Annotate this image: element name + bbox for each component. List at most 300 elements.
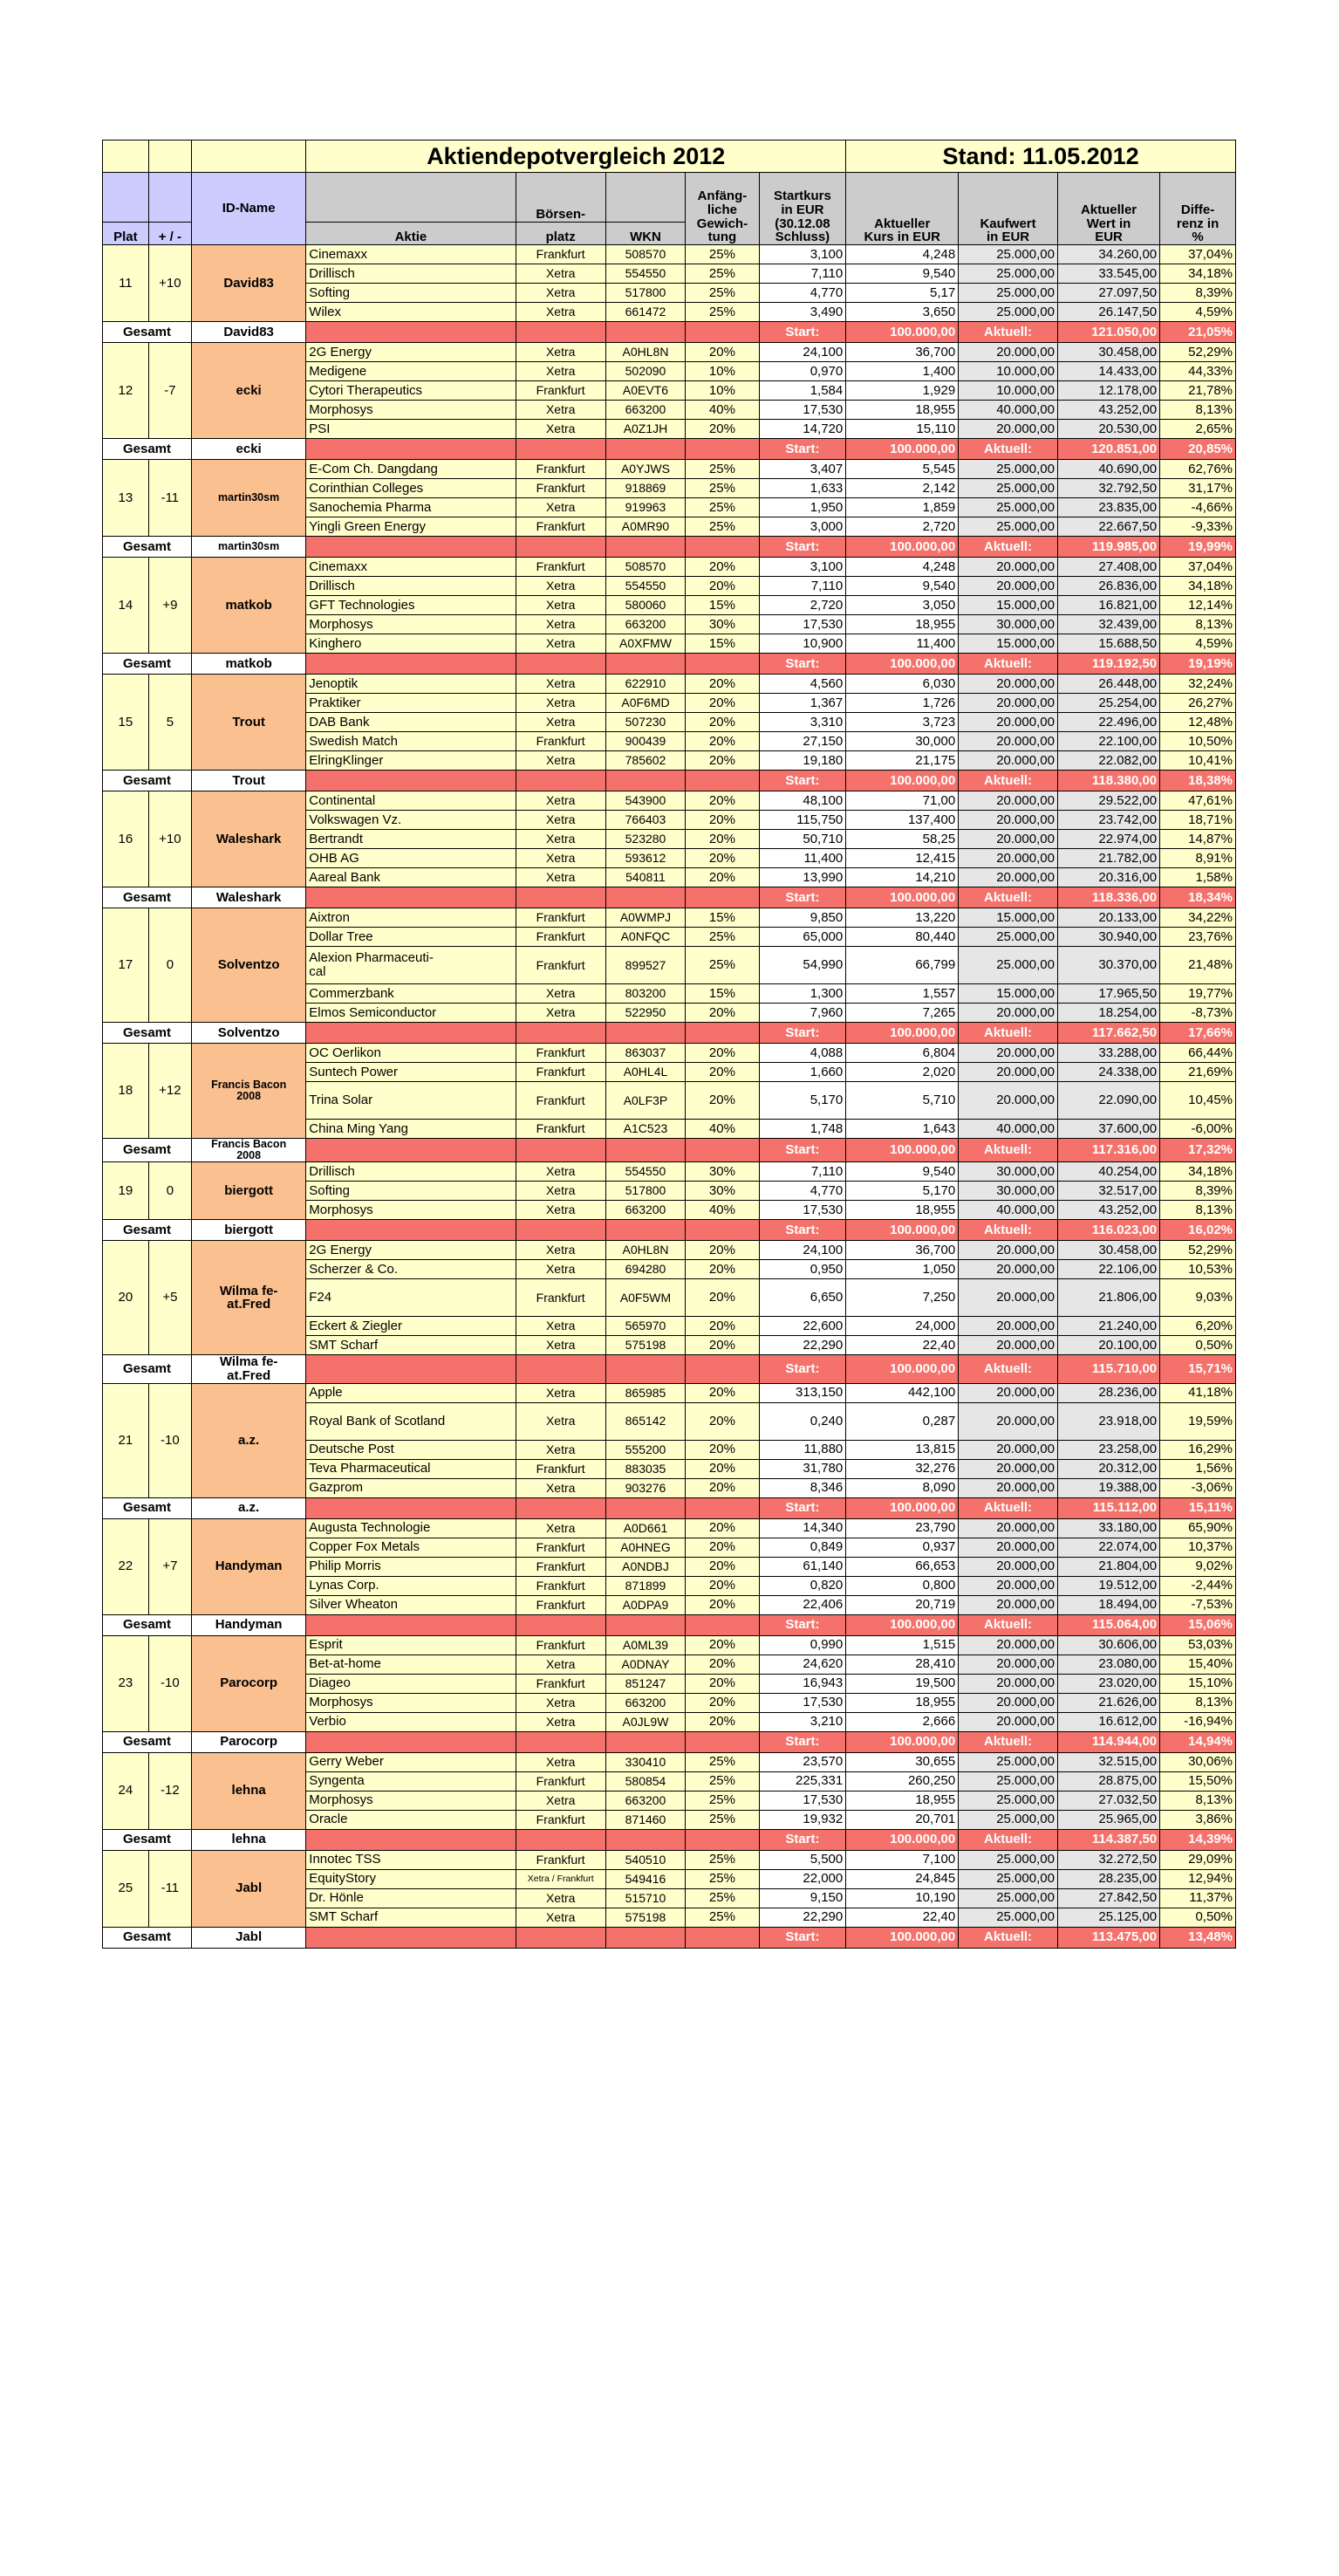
total-spacer-wkn: [605, 1220, 685, 1241]
wkn-cell: 330410: [605, 1752, 685, 1771]
exchange-cell: Xetra: [516, 284, 605, 303]
exchange-cell: Frankfurt: [516, 1576, 605, 1595]
wkn-cell: 871899: [605, 1576, 685, 1595]
weighting-cell: 40%: [686, 401, 759, 420]
exchange-cell: Xetra: [516, 1241, 605, 1260]
exchange-cell: Frankfurt: [516, 517, 605, 537]
weighting-cell: 20%: [686, 1518, 759, 1538]
wkn-cell: 593612: [605, 849, 685, 868]
current-price-cell: 7,250: [846, 1279, 959, 1317]
wkn-cell: 580060: [605, 596, 685, 615]
current-price-cell: 5,710: [846, 1082, 959, 1120]
stock-name-cell: Trina Solar: [306, 1082, 516, 1120]
rank-cell: 14: [103, 558, 149, 654]
stock-name-cell: OHB AG: [306, 849, 516, 868]
start-price-cell: 24,100: [759, 1241, 846, 1260]
difference-percent-cell: 44,33%: [1160, 362, 1236, 381]
total-difference-value: 18,34%: [1160, 887, 1236, 908]
current-value-cell: 28.236,00: [1057, 1383, 1159, 1402]
stock-name-cell: Kinghero: [306, 634, 516, 654]
total-spacer-boerse: [516, 1139, 605, 1162]
purchase-value-cell: 20.000,00: [959, 1241, 1058, 1260]
weighting-cell: 20%: [686, 868, 759, 887]
current-price-cell: 30,000: [846, 732, 959, 751]
difference-percent-cell: 37,04%: [1160, 558, 1236, 577]
header-boersenplatz: platz: [516, 223, 605, 245]
current-price-cell: 442,100: [846, 1383, 959, 1402]
difference-percent-cell: 26,27%: [1160, 694, 1236, 713]
total-spacer-aktie: [306, 1731, 516, 1752]
wkn-cell: A0YJWS: [605, 460, 685, 479]
header-aktie-top: [306, 173, 516, 223]
current-price-cell: 5,170: [846, 1182, 959, 1201]
start-price-cell: 0,990: [759, 1635, 846, 1655]
stock-name-cell: Scherzer & Co.: [306, 1260, 516, 1279]
total-spacer-gew: [686, 1614, 759, 1635]
purchase-value-cell: 25.000,00: [959, 460, 1058, 479]
current-price-cell: 24,845: [846, 1869, 959, 1888]
wkn-cell: A0EVT6: [605, 381, 685, 401]
header-kaufwert: Kaufwert in EUR: [959, 173, 1058, 245]
total-spacer-wkn: [605, 1927, 685, 1948]
total-spacer-boerse: [516, 1927, 605, 1948]
wkn-cell: 554550: [605, 577, 685, 596]
total-spacer-aktie: [306, 1220, 516, 1241]
weighting-cell: 40%: [686, 1201, 759, 1220]
total-spacer-gew: [686, 537, 759, 558]
depot-owner-cell: Parocorp: [191, 1635, 305, 1731]
difference-percent-cell: 32,24%: [1160, 675, 1236, 694]
current-price-cell: 36,700: [846, 1241, 959, 1260]
difference-percent-cell: 4,59%: [1160, 303, 1236, 322]
difference-percent-cell: 53,03%: [1160, 1635, 1236, 1655]
depot-owner-cell: Trout: [191, 675, 305, 771]
stock-name-cell: Teva Pharmaceutical: [306, 1459, 516, 1478]
exchange-cell: Xetra: [516, 596, 605, 615]
depot-owner-cell: Solventzo: [191, 908, 305, 1023]
start-price-cell: 1,633: [759, 479, 846, 498]
wkn-cell: 540811: [605, 868, 685, 887]
total-spacer-gew: [686, 1139, 759, 1162]
start-price-cell: 14,340: [759, 1518, 846, 1538]
total-owner-cell: ecki: [191, 439, 305, 460]
exchange-cell: Xetra: [516, 303, 605, 322]
current-value-cell: 27.408,00: [1057, 558, 1159, 577]
table-row: [103, 460, 1236, 479]
difference-percent-cell: 18,71%: [1160, 811, 1236, 830]
difference-percent-cell: 0,50%: [1160, 1908, 1236, 1927]
weighting-cell: 25%: [686, 1888, 759, 1908]
start-price-cell: 1,660: [759, 1063, 846, 1082]
stock-name-cell: Swedish Match: [306, 732, 516, 751]
start-price-cell: 23,570: [759, 1752, 846, 1771]
current-value-cell: 34.260,00: [1057, 245, 1159, 264]
stock-name-cell: Corinthian Colleges: [306, 479, 516, 498]
purchase-value-cell: 25.000,00: [959, 1771, 1058, 1791]
start-price-cell: 7,110: [759, 1162, 846, 1182]
weighting-cell: 30%: [686, 1162, 759, 1182]
current-value-cell: 22.074,00: [1057, 1538, 1159, 1557]
total-row: [103, 1220, 1236, 1241]
wkn-cell: 507230: [605, 713, 685, 732]
exchange-cell: Xetra: [516, 1004, 605, 1023]
wkn-cell: 565970: [605, 1317, 685, 1336]
start-price-cell: 313,150: [759, 1383, 846, 1402]
stock-name-cell: Continental: [306, 791, 516, 811]
current-price-cell: 18,955: [846, 1201, 959, 1220]
difference-percent-cell: 15,10%: [1160, 1674, 1236, 1693]
stock-name-cell: Bertrandt: [306, 830, 516, 849]
total-owner-cell: Wilma fe- at.Fred: [191, 1355, 305, 1384]
difference-percent-cell: 34,18%: [1160, 1162, 1236, 1182]
purchase-value-cell: 25.000,00: [959, 928, 1058, 947]
exchange-cell: Xetra: [516, 849, 605, 868]
start-price-cell: 24,620: [759, 1655, 846, 1674]
table-row: [103, 1383, 1236, 1402]
total-spacer-aktie: [306, 439, 516, 460]
total-current-value: 116.023,00: [1057, 1220, 1159, 1241]
total-label: Gesamt: [103, 1497, 192, 1518]
current-price-cell: 18,955: [846, 1693, 959, 1712]
stock-name-cell: Gazprom: [306, 1478, 516, 1497]
total-spacer-boerse: [516, 1829, 605, 1850]
difference-percent-cell: 9,03%: [1160, 1279, 1236, 1317]
current-price-cell: 6,804: [846, 1044, 959, 1063]
start-price-cell: 22,000: [759, 1869, 846, 1888]
total-row: [103, 537, 1236, 558]
start-price-cell: 4,560: [759, 675, 846, 694]
total-start-label: Start:: [759, 1731, 846, 1752]
current-value-cell: 20.316,00: [1057, 868, 1159, 887]
wkn-cell: 502090: [605, 362, 685, 381]
current-value-cell: 23.020,00: [1057, 1674, 1159, 1693]
current-value-cell: 20.312,00: [1057, 1459, 1159, 1478]
total-spacer-boerse: [516, 537, 605, 558]
current-value-cell: 22.100,00: [1057, 732, 1159, 751]
start-price-cell: 3,407: [759, 460, 846, 479]
header-plusminus: + / -: [148, 223, 191, 245]
stock-name-cell: Yingli Green Energy: [306, 517, 516, 537]
stock-name-cell: ElringKlinger: [306, 751, 516, 771]
rank-change-cell: 0: [148, 1162, 191, 1220]
difference-percent-cell: 1,56%: [1160, 1459, 1236, 1478]
total-current-value: 117.316,00: [1057, 1139, 1159, 1162]
total-spacer-gew: [686, 1220, 759, 1241]
total-start-label: Start:: [759, 1139, 846, 1162]
exchange-cell: Xetra: [516, 1383, 605, 1402]
exchange-cell: Frankfurt: [516, 732, 605, 751]
total-start-value: 100.000,00: [846, 439, 959, 460]
total-spacer-boerse: [516, 439, 605, 460]
start-price-cell: 1,950: [759, 498, 846, 517]
wkn-cell: 543900: [605, 791, 685, 811]
purchase-value-cell: 20.000,00: [959, 1383, 1058, 1402]
depot-owner-cell: lehna: [191, 1752, 305, 1829]
total-current-label: Aktuell:: [959, 1731, 1058, 1752]
total-row: [103, 1829, 1236, 1850]
stock-name-cell: Lynas Corp.: [306, 1576, 516, 1595]
total-spacer-boerse: [516, 1731, 605, 1752]
total-spacer-boerse: [516, 1614, 605, 1635]
total-spacer-boerse: [516, 887, 605, 908]
header-differenz: Diffe- renz in %: [1160, 173, 1236, 245]
current-value-cell: 21.626,00: [1057, 1693, 1159, 1712]
wkn-cell: 785602: [605, 751, 685, 771]
total-owner-cell: lehna: [191, 1829, 305, 1850]
total-spacer-aktie: [306, 654, 516, 675]
total-start-value: 100.000,00: [846, 654, 959, 675]
depot-owner-cell: matkob: [191, 558, 305, 654]
wkn-cell: A0LF3P: [605, 1082, 685, 1120]
current-value-cell: 40.690,00: [1057, 460, 1159, 479]
current-value-cell: 14.433,00: [1057, 362, 1159, 381]
depot-owner-cell: martin30sm: [191, 460, 305, 537]
purchase-value-cell: 20.000,00: [959, 1317, 1058, 1336]
header-idname: ID-Name: [191, 173, 305, 245]
rank-cell: 18: [103, 1044, 149, 1139]
wkn-cell: A0DNAY: [605, 1655, 685, 1674]
difference-percent-cell: 10,45%: [1160, 1082, 1236, 1120]
table-row: [103, 908, 1236, 928]
rank-change-cell: -12: [148, 1752, 191, 1829]
total-row: [103, 1731, 1236, 1752]
stock-name-cell: Dr. Hönle: [306, 1888, 516, 1908]
table-row: [103, 1752, 1236, 1771]
total-spacer-boerse: [516, 1023, 605, 1044]
total-spacer-gew: [686, 1355, 759, 1384]
total-current-label: Aktuell:: [959, 1497, 1058, 1518]
total-current-value: 121.050,00: [1057, 322, 1159, 343]
current-price-cell: 10,190: [846, 1888, 959, 1908]
start-price-cell: 3,100: [759, 245, 846, 264]
rank-cell: 25: [103, 1850, 149, 1927]
total-label: Gesamt: [103, 887, 192, 908]
total-spacer-wkn: [605, 1731, 685, 1752]
start-price-cell: 0,849: [759, 1538, 846, 1557]
exchange-cell: Xetra: [516, 694, 605, 713]
current-price-cell: 9,540: [846, 1162, 959, 1182]
wkn-cell: A0XFMW: [605, 634, 685, 654]
total-spacer-aktie: [306, 887, 516, 908]
purchase-value-cell: 20.000,00: [959, 1538, 1058, 1557]
wkn-cell: 766403: [605, 811, 685, 830]
total-start-label: Start:: [759, 887, 846, 908]
difference-percent-cell: 16,29%: [1160, 1440, 1236, 1459]
purchase-value-cell: 15.000,00: [959, 634, 1058, 654]
difference-percent-cell: 21,78%: [1160, 381, 1236, 401]
weighting-cell: 25%: [686, 1752, 759, 1771]
wkn-cell: 517800: [605, 284, 685, 303]
stock-name-cell: Aixtron: [306, 908, 516, 928]
exchange-cell: Frankfurt: [516, 947, 605, 984]
total-difference-value: 15,11%: [1160, 1497, 1236, 1518]
weighting-cell: 20%: [686, 1336, 759, 1355]
current-price-cell: 1,643: [846, 1120, 959, 1139]
start-price-cell: 5,170: [759, 1082, 846, 1120]
rank-change-cell: -10: [148, 1383, 191, 1497]
total-spacer-wkn: [605, 654, 685, 675]
depot-owner-cell: Handyman: [191, 1518, 305, 1614]
difference-percent-cell: -8,73%: [1160, 1004, 1236, 1023]
purchase-value-cell: 25.000,00: [959, 1869, 1058, 1888]
total-row: [103, 1355, 1236, 1384]
current-value-cell: 28.235,00: [1057, 1869, 1159, 1888]
current-price-cell: 1,929: [846, 381, 959, 401]
total-spacer-wkn: [605, 322, 685, 343]
table-row: [103, 245, 1236, 264]
purchase-value-cell: 20.000,00: [959, 1478, 1058, 1497]
wkn-cell: 663200: [605, 615, 685, 634]
weighting-cell: 20%: [686, 1440, 759, 1459]
current-value-cell: 18.494,00: [1057, 1595, 1159, 1614]
total-label: Gesamt: [103, 537, 192, 558]
exchange-cell: Xetra: [516, 1201, 605, 1220]
start-price-cell: 9,850: [759, 908, 846, 928]
stock-name-cell: SMT Scharf: [306, 1336, 516, 1355]
stock-name-cell: Medigene: [306, 362, 516, 381]
current-price-cell: 3,723: [846, 713, 959, 732]
weighting-cell: 15%: [686, 596, 759, 615]
purchase-value-cell: 20.000,00: [959, 694, 1058, 713]
stock-name-cell: Eckert & Ziegler: [306, 1317, 516, 1336]
total-owner-cell: Handyman: [191, 1614, 305, 1635]
stock-name-cell: E-Com Ch. Dangdang: [306, 460, 516, 479]
purchase-value-cell: 25.000,00: [959, 303, 1058, 322]
total-spacer-boerse: [516, 1355, 605, 1384]
stock-name-cell: Drillisch: [306, 1162, 516, 1182]
exchange-cell: Frankfurt: [516, 928, 605, 947]
start-price-cell: 4,088: [759, 1044, 846, 1063]
exchange-cell: Frankfurt: [516, 460, 605, 479]
total-difference-value: 19,99%: [1160, 537, 1236, 558]
difference-percent-cell: 8,13%: [1160, 615, 1236, 634]
stock-name-cell: Sanochemia Pharma: [306, 498, 516, 517]
current-price-cell: 32,276: [846, 1459, 959, 1478]
purchase-value-cell: 20.000,00: [959, 868, 1058, 887]
stock-name-cell: Dollar Tree: [306, 928, 516, 947]
purchase-value-cell: 10.000,00: [959, 381, 1058, 401]
total-start-label: Start:: [759, 771, 846, 791]
stock-name-cell: Deutsche Post: [306, 1440, 516, 1459]
total-owner-cell: Jabl: [191, 1927, 305, 1948]
exchange-cell: Frankfurt: [516, 1120, 605, 1139]
start-price-cell: 6,650: [759, 1279, 846, 1317]
current-value-cell: 20.100,00: [1057, 1336, 1159, 1355]
current-value-cell: 22.667,50: [1057, 517, 1159, 537]
rank-change-cell: -10: [148, 1635, 191, 1731]
start-price-cell: 3,100: [759, 558, 846, 577]
start-price-cell: 17,530: [759, 1201, 846, 1220]
current-value-cell: 21.806,00: [1057, 1279, 1159, 1317]
depot-owner-cell: ecki: [191, 343, 305, 439]
current-price-cell: 22,40: [846, 1908, 959, 1927]
weighting-cell: 25%: [686, 1850, 759, 1869]
total-start-value: 100.000,00: [846, 322, 959, 343]
wkn-cell: A0MR90: [605, 517, 685, 537]
purchase-value-cell: 40.000,00: [959, 1120, 1058, 1139]
total-spacer-aktie: [306, 537, 516, 558]
rank-change-cell: +7: [148, 1518, 191, 1614]
depot-owner-cell: biergott: [191, 1162, 305, 1220]
stock-name-cell: Verbio: [306, 1712, 516, 1731]
current-value-cell: 21.804,00: [1057, 1557, 1159, 1576]
current-value-cell: 30.606,00: [1057, 1635, 1159, 1655]
current-value-cell: 32.515,00: [1057, 1752, 1159, 1771]
purchase-value-cell: 20.000,00: [959, 1595, 1058, 1614]
purchase-value-cell: 20.000,00: [959, 1712, 1058, 1731]
difference-percent-cell: 2,65%: [1160, 420, 1236, 439]
start-price-cell: 31,780: [759, 1459, 846, 1478]
current-price-cell: 18,955: [846, 615, 959, 634]
wkn-cell: A0HL8N: [605, 1241, 685, 1260]
rank-cell: 22: [103, 1518, 149, 1614]
exchange-cell: Xetra: [516, 1402, 605, 1440]
start-price-cell: 17,530: [759, 1791, 846, 1810]
total-current-label: Aktuell:: [959, 322, 1058, 343]
start-price-cell: 115,750: [759, 811, 846, 830]
weighting-cell: 40%: [686, 1120, 759, 1139]
purchase-value-cell: 15.000,00: [959, 984, 1058, 1004]
current-value-cell: 37.600,00: [1057, 1120, 1159, 1139]
purchase-value-cell: 10.000,00: [959, 362, 1058, 381]
total-start-value: 100.000,00: [846, 1355, 959, 1384]
difference-percent-cell: 37,04%: [1160, 245, 1236, 264]
purchase-value-cell: 25.000,00: [959, 264, 1058, 284]
exchange-cell: Frankfurt: [516, 1538, 605, 1557]
total-start-label: Start:: [759, 1829, 846, 1850]
exchange-cell: Xetra: [516, 401, 605, 420]
exchange-cell: Frankfurt: [516, 1063, 605, 1082]
current-price-cell: 5,545: [846, 460, 959, 479]
total-current-label: Aktuell:: [959, 654, 1058, 675]
total-row: [103, 1139, 1236, 1162]
header-plusminus-top: [148, 173, 191, 223]
current-value-cell: 19.388,00: [1057, 1478, 1159, 1497]
difference-percent-cell: 0,50%: [1160, 1336, 1236, 1355]
exchange-cell: Frankfurt: [516, 1082, 605, 1120]
header-platz: Plat: [103, 223, 149, 245]
total-label: Gesamt: [103, 771, 192, 791]
weighting-cell: 20%: [686, 1044, 759, 1063]
total-row: [103, 654, 1236, 675]
total-row: [103, 1614, 1236, 1635]
depot-owner-cell: Francis Bacon 2008: [191, 1044, 305, 1139]
stock-name-cell: China Ming Yang: [306, 1120, 516, 1139]
rank-cell: 20: [103, 1241, 149, 1355]
weighting-cell: 20%: [686, 1712, 759, 1731]
start-price-cell: 19,180: [759, 751, 846, 771]
wkn-cell: 899527: [605, 947, 685, 984]
start-price-cell: 27,150: [759, 732, 846, 751]
weighting-cell: 25%: [686, 1810, 759, 1829]
start-price-cell: 225,331: [759, 1771, 846, 1791]
as-of-date: Stand: 11.05.2012: [846, 140, 1236, 173]
start-price-cell: 8,346: [759, 1478, 846, 1497]
total-difference-value: 17,32%: [1160, 1139, 1236, 1162]
difference-percent-cell: -4,66%: [1160, 498, 1236, 517]
current-price-cell: 2,720: [846, 517, 959, 537]
start-price-cell: 7,110: [759, 264, 846, 284]
total-start-value: 100.000,00: [846, 1829, 959, 1850]
wkn-cell: A0NFQC: [605, 928, 685, 947]
current-price-cell: 0,800: [846, 1576, 959, 1595]
total-spacer-wkn: [605, 439, 685, 460]
exchange-cell: Xetra: [516, 751, 605, 771]
total-current-value: 118.336,00: [1057, 887, 1159, 908]
total-owner-cell: biergott: [191, 1220, 305, 1241]
difference-percent-cell: 12,48%: [1160, 713, 1236, 732]
difference-percent-cell: 30,06%: [1160, 1752, 1236, 1771]
